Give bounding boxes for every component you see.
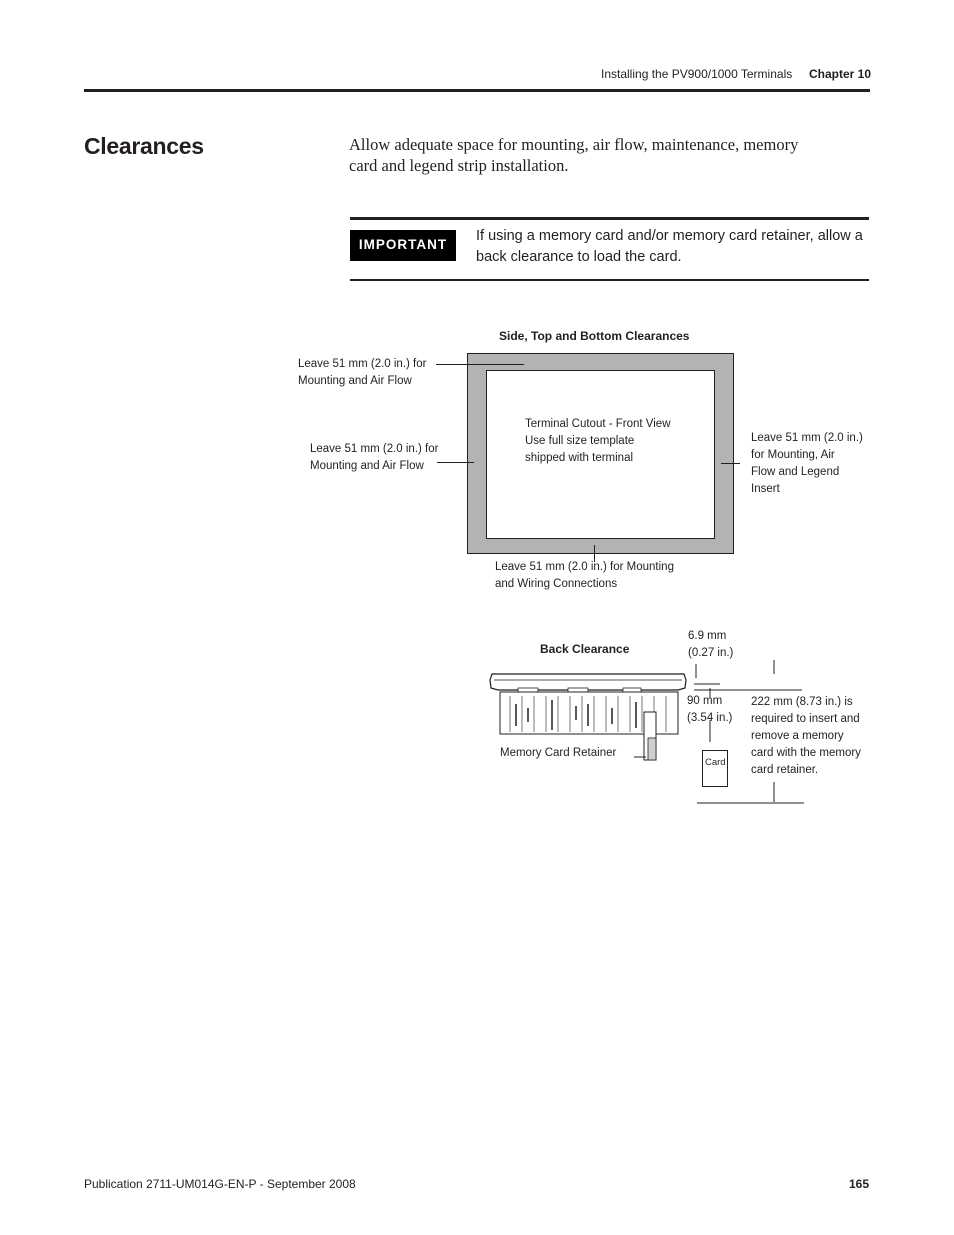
right-clearance-line: Flow and Legend — [751, 466, 840, 478]
footer-publication: Publication 2711-UM014G-EN-P - September 2008 — [84, 1177, 356, 1191]
header-chapter: Chapter 10 — [809, 67, 872, 81]
important-label: IMPORTANT — [350, 230, 456, 261]
bottom-clearance-line: and Wiring Connections — [495, 578, 618, 590]
memory-card-retainer-label: Memory Card Retainer — [500, 747, 617, 759]
important-line: back clearance to load the card. — [476, 249, 682, 265]
header-rule — [84, 89, 870, 92]
header-section-title: Installing the PV900/1000 Terminals — [601, 67, 793, 81]
intro-paragraph — [349, 134, 869, 176]
bottom-clearance-line: Leave 51 mm (2.0 in.) for Mounting — [495, 561, 674, 573]
dim-large-line: card retainer. — [751, 764, 819, 776]
dim-mid-line: (3.54 in.) — [687, 712, 733, 724]
dim-large-line: card with the memory — [751, 747, 861, 759]
important-bottom-rule — [350, 279, 869, 281]
memory-card-label: Card — [705, 757, 726, 768]
cutout-label — [525, 416, 671, 467]
memory-card — [702, 750, 728, 787]
dim-small-line: (0.27 in.) — [688, 647, 734, 659]
cutout-label-line: Use full size template — [525, 435, 635, 447]
dim-mid-line: 90 mm — [687, 695, 723, 707]
important-top-rule — [350, 217, 869, 220]
cutout-label-line: Terminal Cutout - Front View — [525, 418, 671, 430]
left-clearance-label — [310, 441, 438, 475]
right-clearance-line: Leave 51 mm (2.0 in.) — [751, 432, 863, 444]
top-clearance-line: Leave 51 mm (2.0 in.) for — [298, 358, 427, 370]
dim-small-label — [688, 628, 733, 662]
figure1-title: Side, Top and Bottom Clearances — [499, 329, 690, 343]
page-title: Clearances — [84, 133, 204, 159]
dim-small-line: 6.9 mm — [688, 630, 727, 642]
intro-line: Allow adequate space for mounting, air flow, maintenance, memory — [349, 135, 799, 154]
cutout-label-line: shipped with terminal — [525, 452, 634, 464]
right-clearance-line: Insert — [751, 483, 780, 495]
top-clearance-line: Mounting and Air Flow — [298, 375, 412, 387]
dim-large-line: 222 mm (8.73 in.) is — [751, 696, 853, 708]
left-leader-line — [437, 462, 474, 463]
right-leader-line — [721, 463, 740, 464]
intro-line: card and legend strip installation. — [349, 156, 569, 175]
left-clearance-line: Mounting and Air Flow — [310, 460, 424, 472]
left-clearance-line: Leave 51 mm (2.0 in.) for — [310, 443, 439, 455]
figure2-title: Back Clearance — [540, 642, 630, 656]
right-clearance-line: for Mounting, Air — [751, 449, 835, 461]
top-leader-line — [436, 364, 524, 365]
top-clearance-label — [298, 356, 426, 390]
right-clearance-label — [751, 430, 863, 498]
dim-large-line: remove a memory — [751, 730, 844, 742]
important-line: If using a memory card and/or memory card retainer, allow a — [476, 228, 863, 244]
dim-large-label — [751, 694, 861, 779]
bottom-clearance-label — [495, 559, 674, 593]
important-text — [476, 226, 871, 268]
dim-mid-label — [687, 693, 732, 727]
dim-large-line: required to insert and — [751, 713, 860, 725]
footer-page-number: 165 — [849, 1177, 870, 1191]
